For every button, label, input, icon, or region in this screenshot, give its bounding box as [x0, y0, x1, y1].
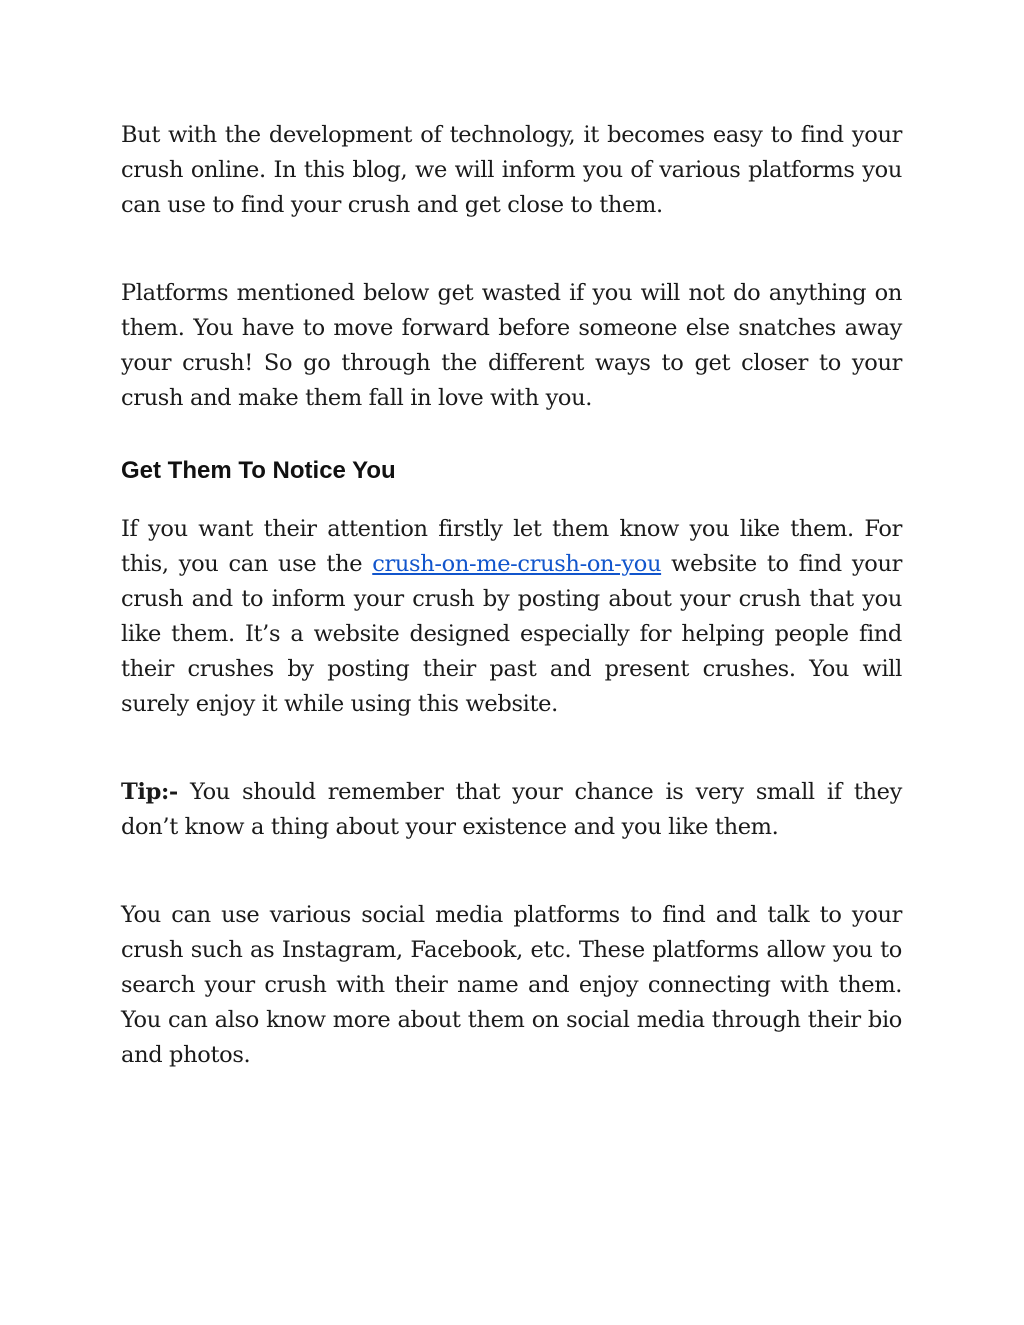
heading-spacer-top [121, 416, 902, 456]
tip-paragraph [121, 775, 902, 845]
platforms-paragraph: Platforms mentioned below get wasted if you will not do anything on them. You have to move forward before someone else snatches away your crush! So go through the different ways to get closer to your crush and make them fall in love with you. [121, 280, 902, 411]
paragraph-spacer [121, 722, 902, 775]
section-heading: Get Them To Notice You [121, 457, 396, 484]
social-media-paragraph: You can use various social media platforms to find and talk to your crush such as Instagram, Facebook, etc. These platforms allow you to search your crush with their name and enjoy connecting with them. You can also know more about them on social media through their bio and photos. [121, 902, 902, 1068]
intro-paragraph: But with the development of technology, it becomes easy to find your crush online. In this blog, we will inform you of various platforms you can use to find your crush and get close to them. [121, 122, 902, 218]
tip-text: You should remember that your chance is very small if they don’t know a thing about your existence and you like them. [121, 779, 902, 840]
tip-label: Tip:- [121, 779, 178, 805]
attention-paragraph [121, 512, 902, 722]
paragraph-spacer [121, 845, 902, 898]
paragraph-spacer [121, 223, 902, 276]
attention-text-before: If you want their attention firstly let them know you like them. For this, you can use the [121, 516, 902, 577]
crush-website-link[interactable]: crush-on-me-crush-on-you [372, 551, 662, 577]
document-page [121, 118, 902, 1073]
heading-spacer-bottom [121, 486, 902, 512]
attention-text-after: website to find your crush and to inform your crush by posting about your crush that you like them. It’s a website designed especially for helping people find their crushes by posting their past and present crushes. You will surely enjoy it while using this website. [121, 551, 902, 717]
